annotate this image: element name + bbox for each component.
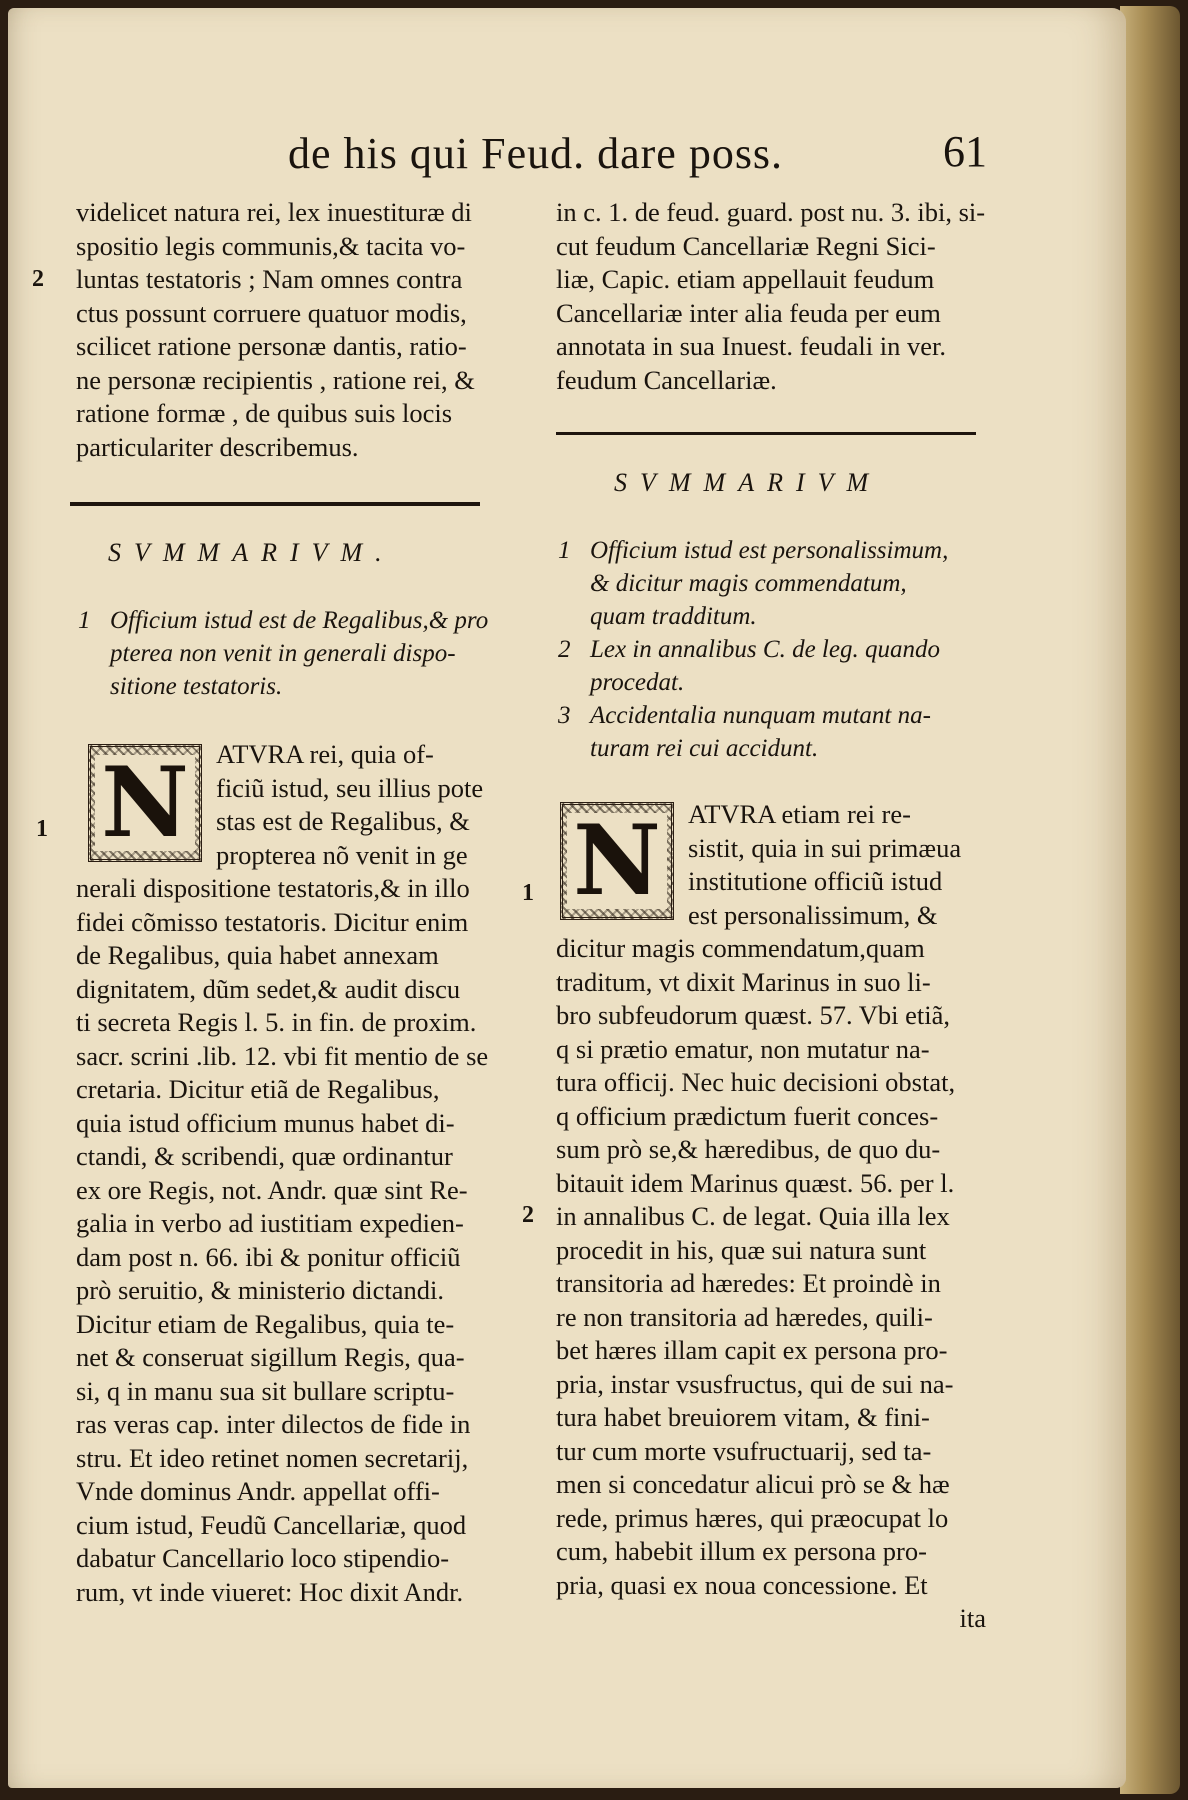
text-line: Cancellariæ inter alia feuda per eum — [556, 297, 941, 328]
right-body-paragraph — [556, 932, 986, 1636]
text-line: dam post n. 66. ibi & ponitur officiũ — [76, 1241, 461, 1272]
text-line: dicitur magis commendatum,quam — [556, 933, 925, 963]
margin-number: 2 — [522, 1202, 534, 1228]
divider-rule — [556, 432, 976, 435]
text-line: feudum Cancellariæ. — [556, 364, 777, 395]
text-line: dignitatem, dũm sedet,& audit discu — [76, 973, 461, 1004]
text-line: q officium prædictum fuerit conces- — [556, 1100, 939, 1131]
summary-item — [558, 633, 998, 699]
text-line: spositio legis communis,& tacita vo- — [76, 230, 466, 261]
text-line: ctandi, & scribendi, quæ ordinantur — [76, 1141, 453, 1171]
text-line: bet hæres illam capit ex persona pro- — [556, 1335, 948, 1365]
text-line: men si concedatur alicui prò se & hæ — [556, 1469, 950, 1499]
text-line: sacr. scrini .lib. 12. vbi fit mentio de se — [76, 1040, 489, 1071]
text-line: transitoria ad hæredes: Et proindè in — [556, 1268, 941, 1298]
text-line: cium istud, Feudũ Cancellariæ, quod — [76, 1509, 467, 1540]
text-line: sum prò se,& hæredibus, de quo du- — [556, 1134, 941, 1164]
running-title: de his qui Feud. dare poss. — [288, 129, 784, 178]
text-line: liæ, Capic. etiam appellauit feudum — [556, 264, 935, 294]
margin-number: 1 — [36, 816, 48, 842]
text-line: tur cum morte vsufructuarij, sed ta- — [556, 1435, 932, 1466]
left-intro-paragraph — [76, 196, 506, 464]
text-line: pria, quasi ex noua concessione. Et — [556, 1569, 928, 1600]
text-line: luntas testatoris ; Nam omnes contra — [76, 264, 463, 294]
text-line: ti secreta Regis l. 5. in fin. de proxim. — [76, 1007, 477, 1037]
summary-item-number: 1 — [558, 537, 571, 564]
text-line: ita — [959, 1603, 986, 1633]
summary-item-number: 3 — [558, 702, 571, 729]
text-line: ATVRA etiam rei re- — [688, 799, 911, 829]
left-initial-lines — [216, 738, 516, 872]
text-line: rede, primus hæres, qui præocupat lo — [556, 1502, 949, 1533]
decorated-initial: N — [88, 744, 202, 862]
right-intro-paragraph — [556, 196, 986, 397]
text-line: Vnde dominus Andr. appellat offi- — [76, 1476, 440, 1506]
page-number: 61 — [943, 127, 987, 176]
text-line: ras veras cap. inter dilectos de fide in — [76, 1409, 471, 1439]
text-line: scilicet ratione personæ dantis, ratio- — [76, 331, 467, 361]
book-page — [8, 8, 1126, 1788]
summary-line: Officium istud est de Regalibus,& pro — [110, 607, 489, 634]
summary-heading: SVMMARIVM. — [108, 538, 395, 567]
summary-item-number: 1 — [78, 607, 91, 634]
page-edge — [1120, 6, 1180, 1794]
text-line: ratione formæ , de quibus suis locis — [76, 398, 453, 428]
text-line: in c. 1. de feud. guard. post nu. 3. ibi, si- — [556, 197, 986, 227]
summary-line: sitione testatoris. — [110, 673, 283, 700]
summary-line: Lex in annalibus C. de leg. quando — [590, 636, 940, 663]
margin-number: 1 — [522, 880, 534, 906]
text-line: est personalissimum, & — [688, 899, 938, 930]
text-line: si, q in manu sua sit bullare scriptu- — [76, 1375, 455, 1406]
text-line: rum, vt inde viueret: Hoc dixit Andr. — [76, 1576, 464, 1607]
text-line: galia in verbo ad iustitiam expedien- — [76, 1208, 464, 1238]
text-line: nerali dispositione testatoris,& in illo — [76, 873, 470, 903]
text-line: stru. Et ideo retinet nomen secretarij, — [76, 1442, 469, 1473]
text-line: net & conseruat sigillum Regis, qua- — [76, 1342, 465, 1372]
text-line: re non transitoria ad hæredes, quili- — [556, 1301, 933, 1332]
summary-line: quam tradditum. — [590, 603, 757, 630]
text-line: ex ore Regis, not. Andr. quæ sint Re- — [76, 1174, 468, 1205]
summary-line: pterea non venit in generali dispo- — [110, 640, 456, 667]
text-line: cum, habebit illum ex persona pro- — [556, 1536, 927, 1566]
text-line: dabatur Cancellario loco stipendio- — [76, 1543, 450, 1573]
text-line: Dicitur etiam de Regalibus, quia te- — [76, 1308, 455, 1339]
text-line: q si prætio ematur, non mutatur na- — [556, 1033, 930, 1064]
text-line: procedit in his, quæ sui natura sunt — [556, 1234, 927, 1265]
summary-item — [558, 534, 998, 633]
left-summary-list — [78, 604, 498, 703]
summary-line: & dicitur magis commendatum, — [590, 570, 907, 597]
right-summary-list — [558, 534, 998, 765]
left-body-paragraph — [76, 872, 506, 1609]
text-line: ctus possunt corruere quatuor modis, — [76, 297, 467, 328]
text-line: ne personæ recipientis , ratione rei, & — [76, 364, 475, 395]
decorated-initial: N — [560, 802, 674, 920]
text-line: bro subfeudorum quæst. 57. Vbi etiã, — [556, 1000, 951, 1030]
summary-line: Accidentalia nunquam mutant na- — [590, 702, 931, 729]
text-line: videlicet natura rei, lex inuestituræ di — [76, 197, 472, 227]
text-line: particulariter describemus. — [76, 431, 359, 462]
text-line: pria, instar vsusfructus, qui de sui na- — [556, 1368, 954, 1399]
text-line: de Regalibus, quia habet annexam — [76, 940, 439, 970]
text-line: cut feudum Cancellariæ Regni Sici- — [556, 230, 936, 261]
summary-heading: SVMMARIVM — [614, 468, 882, 497]
text-line: annotata in sua Inuest. feudali in ver. — [556, 331, 947, 361]
text-line: cretaria. Dicitur etiã de Regalibus, — [76, 1074, 440, 1104]
text-line: traditum, vt dixit Marinus in suo li- — [556, 966, 931, 997]
summary-item — [558, 699, 998, 765]
text-line: tura habet breuiorem vitam, & fini- — [556, 1402, 930, 1432]
text-line: propterea nõ venit in ge — [216, 839, 468, 870]
text-line: institutione officiũ istud — [688, 866, 943, 896]
summary-line: procedat. — [590, 669, 685, 696]
text-line: in annalibus C. de legat. Quia illa lex — [556, 1201, 950, 1231]
text-line: tura officij. Nec huic decisioni obstat, — [556, 1067, 956, 1097]
text-line: prò seruitio, & ministerio dictandi. — [76, 1275, 444, 1305]
text-line: bitauit idem Marinus quæst. 56. per l. — [556, 1167, 955, 1198]
text-line: fidei cõmisso testatoris. Dicitur enim — [76, 906, 469, 937]
divider-rule — [70, 502, 480, 506]
text-line: stas est de Regalibus, & — [216, 806, 470, 836]
text-line: ficiũ istud, seu illius pote — [216, 772, 484, 803]
summary-item — [78, 604, 498, 703]
summary-line: turam rei cui accidunt. — [590, 735, 819, 762]
text-line: quia istud officium munus habet di- — [76, 1107, 455, 1138]
right-initial-lines — [688, 798, 988, 932]
margin-number: 2 — [32, 266, 44, 292]
text-line: ATVRA rei, quia of- — [216, 739, 434, 769]
text-line: sistit, quia in sui primæua — [688, 832, 962, 863]
summary-item-number: 2 — [558, 636, 571, 663]
summary-line: Officium istud est personalissimum, — [590, 537, 949, 564]
